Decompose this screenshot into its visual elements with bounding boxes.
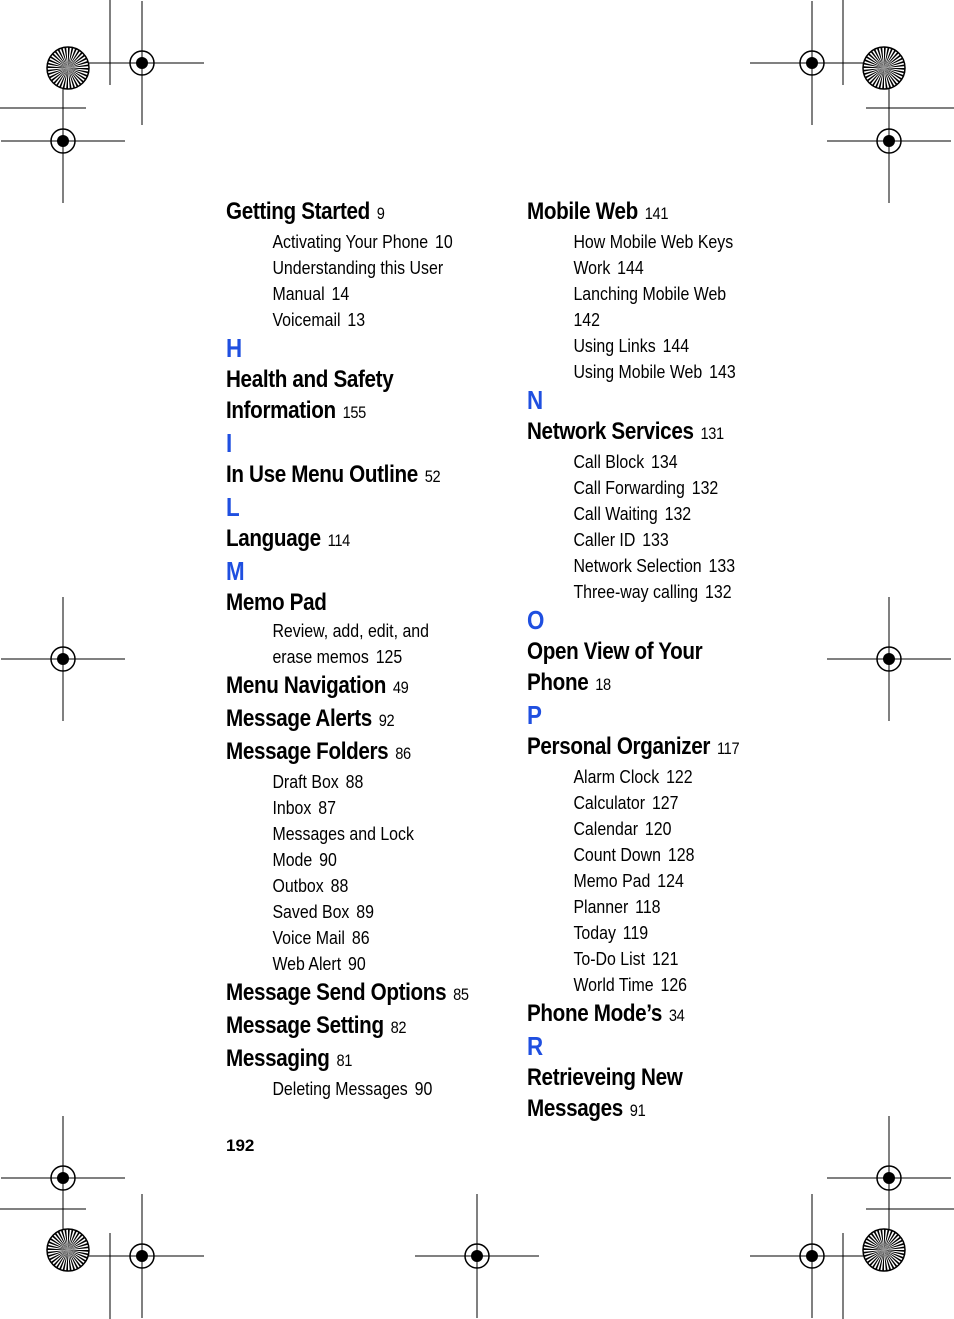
page-reference: 91 xyxy=(629,1101,646,1120)
index-subentry xyxy=(226,644,467,670)
entry-text: Language xyxy=(226,525,321,552)
index-subentry xyxy=(527,894,776,920)
entry-text: Review, add, edit, and xyxy=(272,620,430,641)
entry-text: Getting Started xyxy=(226,198,370,225)
entry-text: Mobile Web xyxy=(527,198,638,225)
index-subentry xyxy=(527,816,776,842)
index-letter-heading: O xyxy=(527,605,545,635)
page-reference: 118 xyxy=(635,896,661,917)
page-reference: 128 xyxy=(667,844,695,865)
entry-text: Message Alerts xyxy=(226,705,372,732)
page-reference: 125 xyxy=(375,646,403,667)
page-reference: 89 xyxy=(356,901,374,922)
page-reference: 86 xyxy=(395,744,411,763)
index-subentry xyxy=(226,255,467,281)
page-reference: 133 xyxy=(642,529,669,550)
index-subentry xyxy=(226,847,467,873)
index-column-left xyxy=(226,196,506,1102)
page-reference: 92 xyxy=(378,711,395,730)
entry-text: Draft Box xyxy=(272,771,339,792)
entry-text: Planner xyxy=(573,896,629,917)
entry-text: Calendar xyxy=(573,818,639,839)
page-reference: 14 xyxy=(331,283,350,304)
page-reference: 87 xyxy=(318,797,336,818)
page-reference: 52 xyxy=(424,467,441,486)
index-subentry xyxy=(226,281,467,307)
page-reference: 134 xyxy=(651,451,678,472)
index-entry xyxy=(226,395,467,428)
index-entry xyxy=(226,977,467,1010)
entry-text: Voicemail xyxy=(272,309,341,330)
index-subentry xyxy=(527,764,776,790)
entry-text: Inbox xyxy=(272,797,312,818)
page-reference: 132 xyxy=(691,477,719,498)
index-subentry xyxy=(527,501,776,527)
page-reference: 143 xyxy=(709,361,736,382)
entry-text: Message Folders xyxy=(226,738,389,765)
index-entry xyxy=(226,364,467,395)
page-reference: 117 xyxy=(716,739,740,758)
entry-text: Using Links xyxy=(573,335,656,356)
entry-text: Messages and Lock xyxy=(272,823,414,844)
page-reference: 133 xyxy=(708,555,736,576)
page-reference: 131 xyxy=(700,424,724,443)
page-reference: 90 xyxy=(348,953,366,974)
index-subentry xyxy=(226,229,467,255)
index-entry xyxy=(527,636,776,667)
page-reference: 88 xyxy=(345,771,364,792)
index-subentry xyxy=(527,842,776,868)
index-letter-heading: P xyxy=(527,700,542,730)
index-entry xyxy=(226,523,467,556)
entry-text: To-Do List xyxy=(573,948,646,969)
entry-text: Network Selection xyxy=(573,555,702,576)
index-subentry xyxy=(527,475,776,501)
index-entry xyxy=(527,667,776,700)
registration-target-dot xyxy=(883,653,895,665)
index-entry xyxy=(226,196,467,229)
page-reference: 9 xyxy=(376,204,385,223)
registration-target-dot xyxy=(883,1172,895,1184)
index-letter-heading: H xyxy=(226,333,243,363)
page-reference: 10 xyxy=(435,231,453,252)
index-subentry xyxy=(527,972,776,998)
index-entry xyxy=(226,703,467,736)
page-reference: 49 xyxy=(392,678,409,697)
index-subentry xyxy=(527,255,776,281)
index-subentry xyxy=(527,449,776,475)
registration-target-dot xyxy=(57,653,69,665)
index-subentry xyxy=(226,899,467,925)
registration-target-dot xyxy=(136,1250,148,1262)
index-entry xyxy=(527,998,776,1031)
index-subentry xyxy=(527,307,776,333)
entry-text: Call Block xyxy=(573,451,645,472)
page-reference: 132 xyxy=(664,503,692,524)
entry-text: Call Waiting xyxy=(573,503,658,524)
page-reference: 155 xyxy=(342,403,366,422)
entry-text: Menu Navigation xyxy=(226,672,386,699)
entry-text: Understanding this User xyxy=(272,257,444,278)
index-subentry xyxy=(527,229,776,255)
index-subentry xyxy=(527,333,776,359)
entry-text: erase memos xyxy=(272,646,369,667)
registration-target-dot xyxy=(136,57,148,69)
entry-text: Saved Box xyxy=(272,901,350,922)
index-subentry xyxy=(226,821,467,847)
index-letter-heading: R xyxy=(527,1031,544,1061)
page-reference: 81 xyxy=(336,1051,353,1070)
index-column-right xyxy=(527,196,817,1126)
index-subentry xyxy=(527,281,776,307)
entry-text: Lanching Mobile Web xyxy=(573,283,727,304)
registration-target-dot xyxy=(806,1250,818,1262)
page-reference: 13 xyxy=(347,309,366,330)
page-reference: 114 xyxy=(327,531,350,550)
page-number: 192 xyxy=(226,1136,255,1155)
index-subentry xyxy=(226,1076,467,1102)
page-reference: 126 xyxy=(660,974,688,995)
index-entry xyxy=(226,587,467,618)
entry-text: Message Setting xyxy=(226,1012,384,1039)
index-entry xyxy=(226,1010,467,1043)
entry-text: World Time xyxy=(573,974,654,995)
index-subentry xyxy=(226,795,467,821)
index-subentry xyxy=(226,769,467,795)
registration-target-dot xyxy=(57,1172,69,1184)
page-reference: 120 xyxy=(644,818,672,839)
index-entry xyxy=(527,731,776,764)
entry-text: Mode xyxy=(272,849,313,870)
page-reference: 141 xyxy=(644,204,669,223)
page-reference: 88 xyxy=(330,875,349,896)
page-reference: 90 xyxy=(319,849,337,870)
index-letter-heading: M xyxy=(226,556,245,586)
entry-text: Caller ID xyxy=(573,529,636,550)
index-entry xyxy=(527,1093,776,1126)
index-entry xyxy=(226,459,467,492)
entry-text: Voice Mail xyxy=(272,927,345,948)
index-entry xyxy=(226,670,467,703)
entry-text: Outbox xyxy=(272,875,324,896)
index-subentry xyxy=(527,553,776,579)
entry-text: Call Forwarding xyxy=(573,477,685,498)
page-reference: 144 xyxy=(662,335,690,356)
entry-text: Count Down xyxy=(573,844,661,865)
entry-text: Message Send Options xyxy=(226,979,447,1006)
registration-target-dot xyxy=(883,135,895,147)
page-reference: 122 xyxy=(666,766,693,787)
index-entry xyxy=(527,1062,776,1093)
page-reference: 121 xyxy=(651,948,679,969)
index-letter-heading: I xyxy=(226,428,233,458)
entry-text: Information xyxy=(226,397,336,424)
index-subentry xyxy=(527,579,776,605)
index-subentry xyxy=(226,618,467,644)
entry-text: Network Services xyxy=(527,418,694,445)
entry-text: In Use Menu Outline xyxy=(226,461,418,488)
registration-target-dot xyxy=(57,135,69,147)
index-subentry xyxy=(527,920,776,946)
page-reference: 119 xyxy=(622,922,649,943)
page-reference: 132 xyxy=(705,581,732,602)
index-letter-heading: L xyxy=(226,492,240,522)
index-subentry xyxy=(226,925,467,951)
entry-text: Retrieveing New xyxy=(527,1064,683,1091)
index-subentry xyxy=(527,946,776,972)
entry-text: Work xyxy=(573,257,611,278)
entry-text: Web Alert xyxy=(272,953,342,974)
page-reference: 144 xyxy=(617,257,644,278)
entry-text: Open View of Your xyxy=(527,638,703,665)
entry-text: Alarm Clock xyxy=(573,766,660,787)
registration-target-dot xyxy=(806,57,818,69)
index-subentry xyxy=(527,868,776,894)
index-entry xyxy=(527,416,776,449)
index-subentry xyxy=(226,873,467,899)
index-subentry xyxy=(226,307,467,333)
entry-text: Using Mobile Web xyxy=(573,361,703,382)
page-reference: 127 xyxy=(651,792,679,813)
entry-text: How Mobile Web Keys xyxy=(573,231,734,252)
entry-text: Memo Pad xyxy=(573,870,651,891)
registration-target-dot xyxy=(471,1250,483,1262)
entry-text: Messaging xyxy=(226,1045,330,1072)
page-reference: 124 xyxy=(657,870,684,891)
entry-text: Three-way calling xyxy=(573,581,699,602)
entry-text: Calculator xyxy=(573,792,646,813)
entry-text: Today xyxy=(573,922,616,943)
page-reference: 86 xyxy=(351,927,370,948)
entry-text: Memo Pad xyxy=(226,589,327,616)
index-entry xyxy=(527,196,776,229)
page-reference: 34 xyxy=(668,1006,685,1025)
page-reference: 90 xyxy=(414,1078,433,1099)
entry-text: Activating Your Phone xyxy=(272,231,429,252)
entry-text: Deleting Messages xyxy=(272,1078,408,1099)
entry-text: Messages xyxy=(527,1095,623,1122)
index-subentry xyxy=(527,527,776,553)
entry-text: Phone Mode’s xyxy=(527,1000,663,1027)
page-reference: 82 xyxy=(390,1018,407,1037)
index-subentry xyxy=(527,359,776,385)
index-subentry xyxy=(527,790,776,816)
entry-text: Health and Safety xyxy=(226,366,394,393)
page-reference: 85 xyxy=(453,985,469,1004)
index-subentry xyxy=(226,951,467,977)
index-entry xyxy=(226,736,467,769)
page-reference: 18 xyxy=(595,675,611,694)
entry-text: Manual xyxy=(272,283,325,304)
index-letter-heading: N xyxy=(527,385,544,415)
entry-text: Personal Organizer xyxy=(527,733,711,760)
page-reference: 142 xyxy=(573,309,600,330)
index-entry xyxy=(226,1043,467,1076)
entry-text: Phone xyxy=(527,669,589,696)
